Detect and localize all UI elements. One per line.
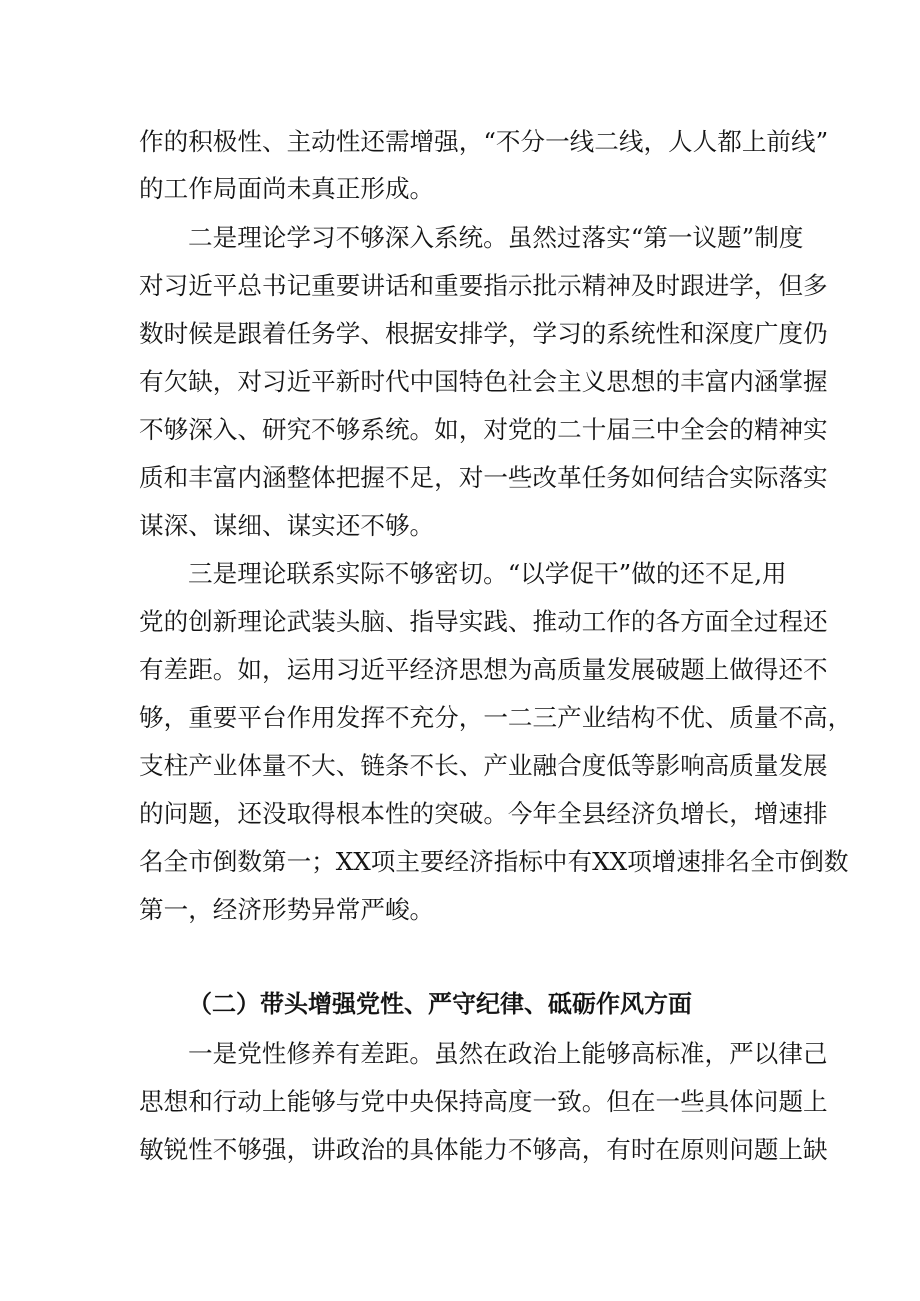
text-line: 名全市倒数第一；XX项主要经济指标中有XX项增速排名全市倒数 xyxy=(139,847,849,876)
paragraph-first-line: 一是党性修养有差距。虽然在政治上能够高标准，严以律己 xyxy=(188,1039,828,1068)
text-line: 的工作局面尚未真正形成。 xyxy=(139,174,435,203)
paragraph-first-line: 三是理论联系实际不够密切。“以学促干”做的还不足,用 xyxy=(188,559,787,588)
text-line: 敏锐性不够强，讲政治的具体能力不够高，有时在原则问题上缺 xyxy=(139,1135,828,1164)
text-line: 有欠缺，对习近平新时代中国特色社会主义思想的丰富内涵掌握 xyxy=(139,367,828,396)
text-line: 谋深、谋细、谋实还不够。 xyxy=(139,511,435,540)
paragraph-first-line: 二是理论学习不够深入系统。虽然过落实“第一议题”制度 xyxy=(188,223,804,252)
text-line: 数时候是跟着任务学、根据安排学，学习的系统性和深度广度仍 xyxy=(139,319,828,348)
text-line: 党的创新理论武装头脑、指导实践、推动工作的各方面全过程还 xyxy=(139,607,828,636)
text-line: 支柱产业体量不大、链条不长、产业融合度低等影响高质量发展 xyxy=(139,751,828,780)
text-line: 质和丰富内涵整体把握不足，对一些改革任务如何结合实际落实 xyxy=(139,463,828,492)
text-line: 不够深入、研究不够系统。如，对党的二十届三中全会的精神实 xyxy=(139,415,828,444)
text-line: 有差距。如，运用习近平经济思想为高质量发展破题上做得还不 xyxy=(139,655,828,684)
text-line: 作的积极性、主动性还需增强，“不分一线二线，人人都上前线” xyxy=(139,127,829,156)
text-line: 对习近平总书记重要讲话和重要指示批示精神及时跟进学，但多 xyxy=(139,271,828,300)
text-line: 思想和行动上能够与党中央保持高度一致。但在一些具体问题上 xyxy=(139,1087,828,1116)
text-line: 第一，经济形势异常严峻。 xyxy=(139,895,435,924)
section-heading: （二）带头增强党性、严守纪律、砥砺作风方面 xyxy=(188,990,692,1018)
text-line: 的问题，还没取得根本性的突破。今年全县经济负增长，增速排 xyxy=(139,799,828,828)
text-line: 够，重要平台作用发挥不充分，一二三产业结构不优、质量不高， xyxy=(139,703,853,732)
